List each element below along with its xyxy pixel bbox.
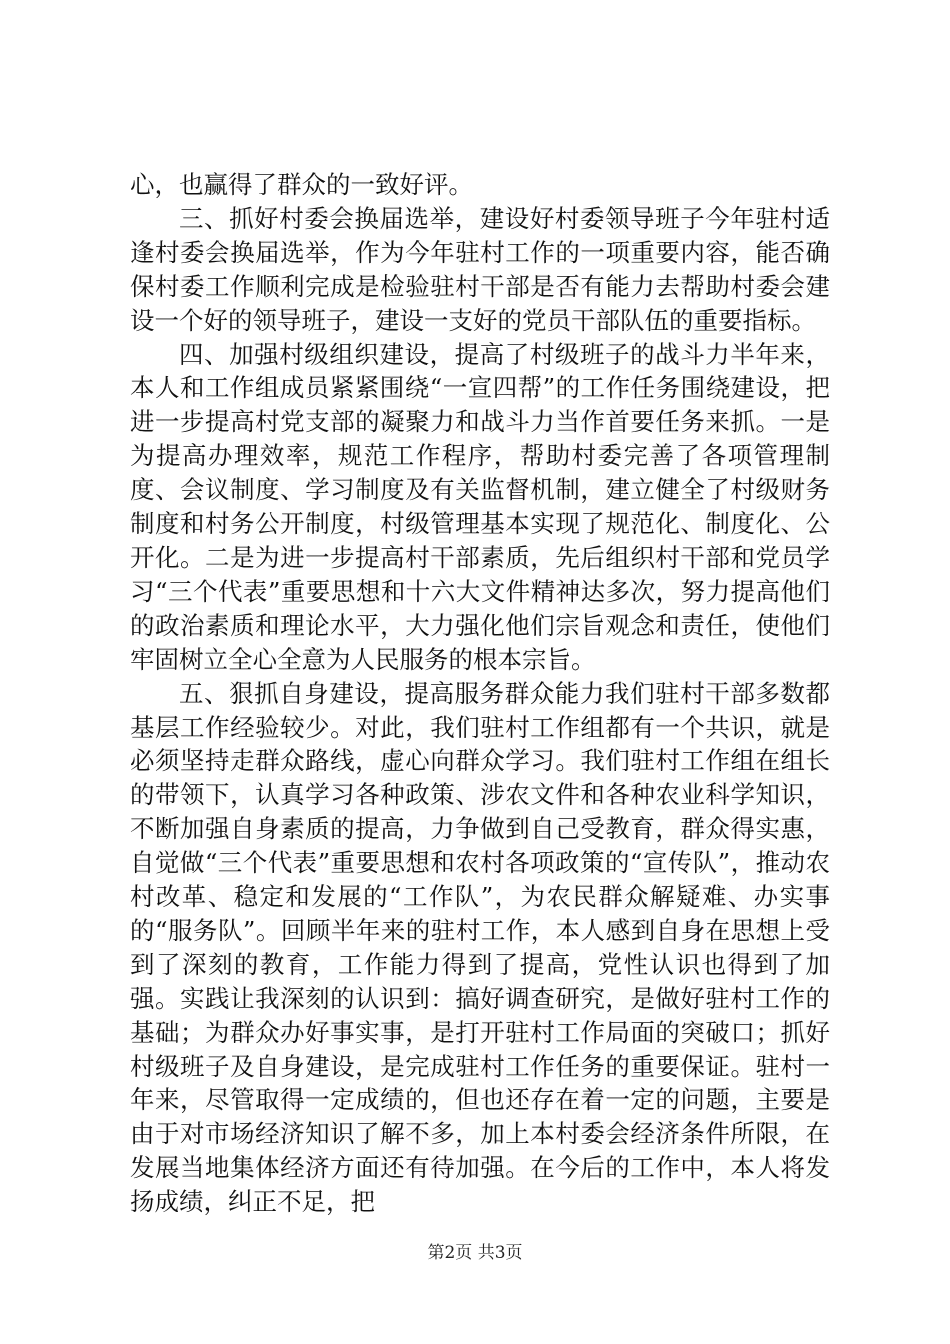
paragraph-continuation: 心，也赢得了群众的一致好评。	[130, 170, 473, 199]
document-body	[130, 168, 830, 1219]
paragraph-section-five: 五、狠抓自身建设，提高服务群众能力我们驻村干部多数都基层工作经验较少。对此，我们驻村工作组都有一个共识，就是必须坚持走群众路线，虚心向群众学习。我们驻村工作组在组长的带领下，认真学习各种政策、涉农文件和各种农业科学知识，不断加强自身素质的提高，力争做到自己受教育，群众得实惠，自觉做“三个代表”重要思想和农村各项政策的“宣传队”，推动农村改革、稳定和发展的“工作队”，为农民群众解疑难、办实事的“服务队”。回顾半年来的驻村工作，本人感到自身在思想上受到了深刻的教育，工作能力得到了提高，党性认识也得到了加强。实践让我深刻的认识到：搞好调查研究，是做好驻村工作的基础；为群众办好事实事，是打开驻村工作局面的突破口；抓好村级班子及自身建设，是完成驻村工作任务的重要保证。驻村一年来，尽管取得一定成绩的，但也还存在着一定的问题，主要是由于对市场经济知识了解不多，加上本村委会经济条件所限，在发展当地集体经济方面还有待加强。在今后的工作中，本人将发扬成绩，纠正不足，把	[130, 678, 830, 1217]
page-number-label: 第2页 共3页	[427, 1243, 523, 1263]
page-footer	[0, 1242, 950, 1264]
paragraph-section-three: 三、抓好村委会换届选举，建设好村委领导班子今年驻村适逢村委会换届选举，作为今年驻村工作的一项重要内容，能否确保村委工作顺利完成是检验驻村干部是否有能力去帮助村委会建设一个好的领导班子，建设一支好的党员干部队伍的重要指标。	[130, 203, 830, 335]
paragraph-section-four: 四、加强村级组织建设，提高了村级班子的战斗力半年来，本人和工作组成员紧紧围绕“一宣四帮”的工作任务围绕建设，把进一步提高村党支部的凝聚力和战斗力当作首要任务来抓。一是为提高办理效率，规范工作程序，帮助村委完善了各项管理制度、会议制度、学习制度及有关监督机制，建立健全了村级财务制度和村务公开制度，村级管理基本实现了规范化、制度化、公开化。二是为进一步提高村干部素质，先后组织村干部和党员学习“三个代表”重要思想和十六大文件精神达多次，努力提高他们的政治素质和理论水平，大力强化他们宗旨观念和责任，使他们牢固树立全心全意为人民服务的根本宗旨。	[130, 339, 830, 674]
